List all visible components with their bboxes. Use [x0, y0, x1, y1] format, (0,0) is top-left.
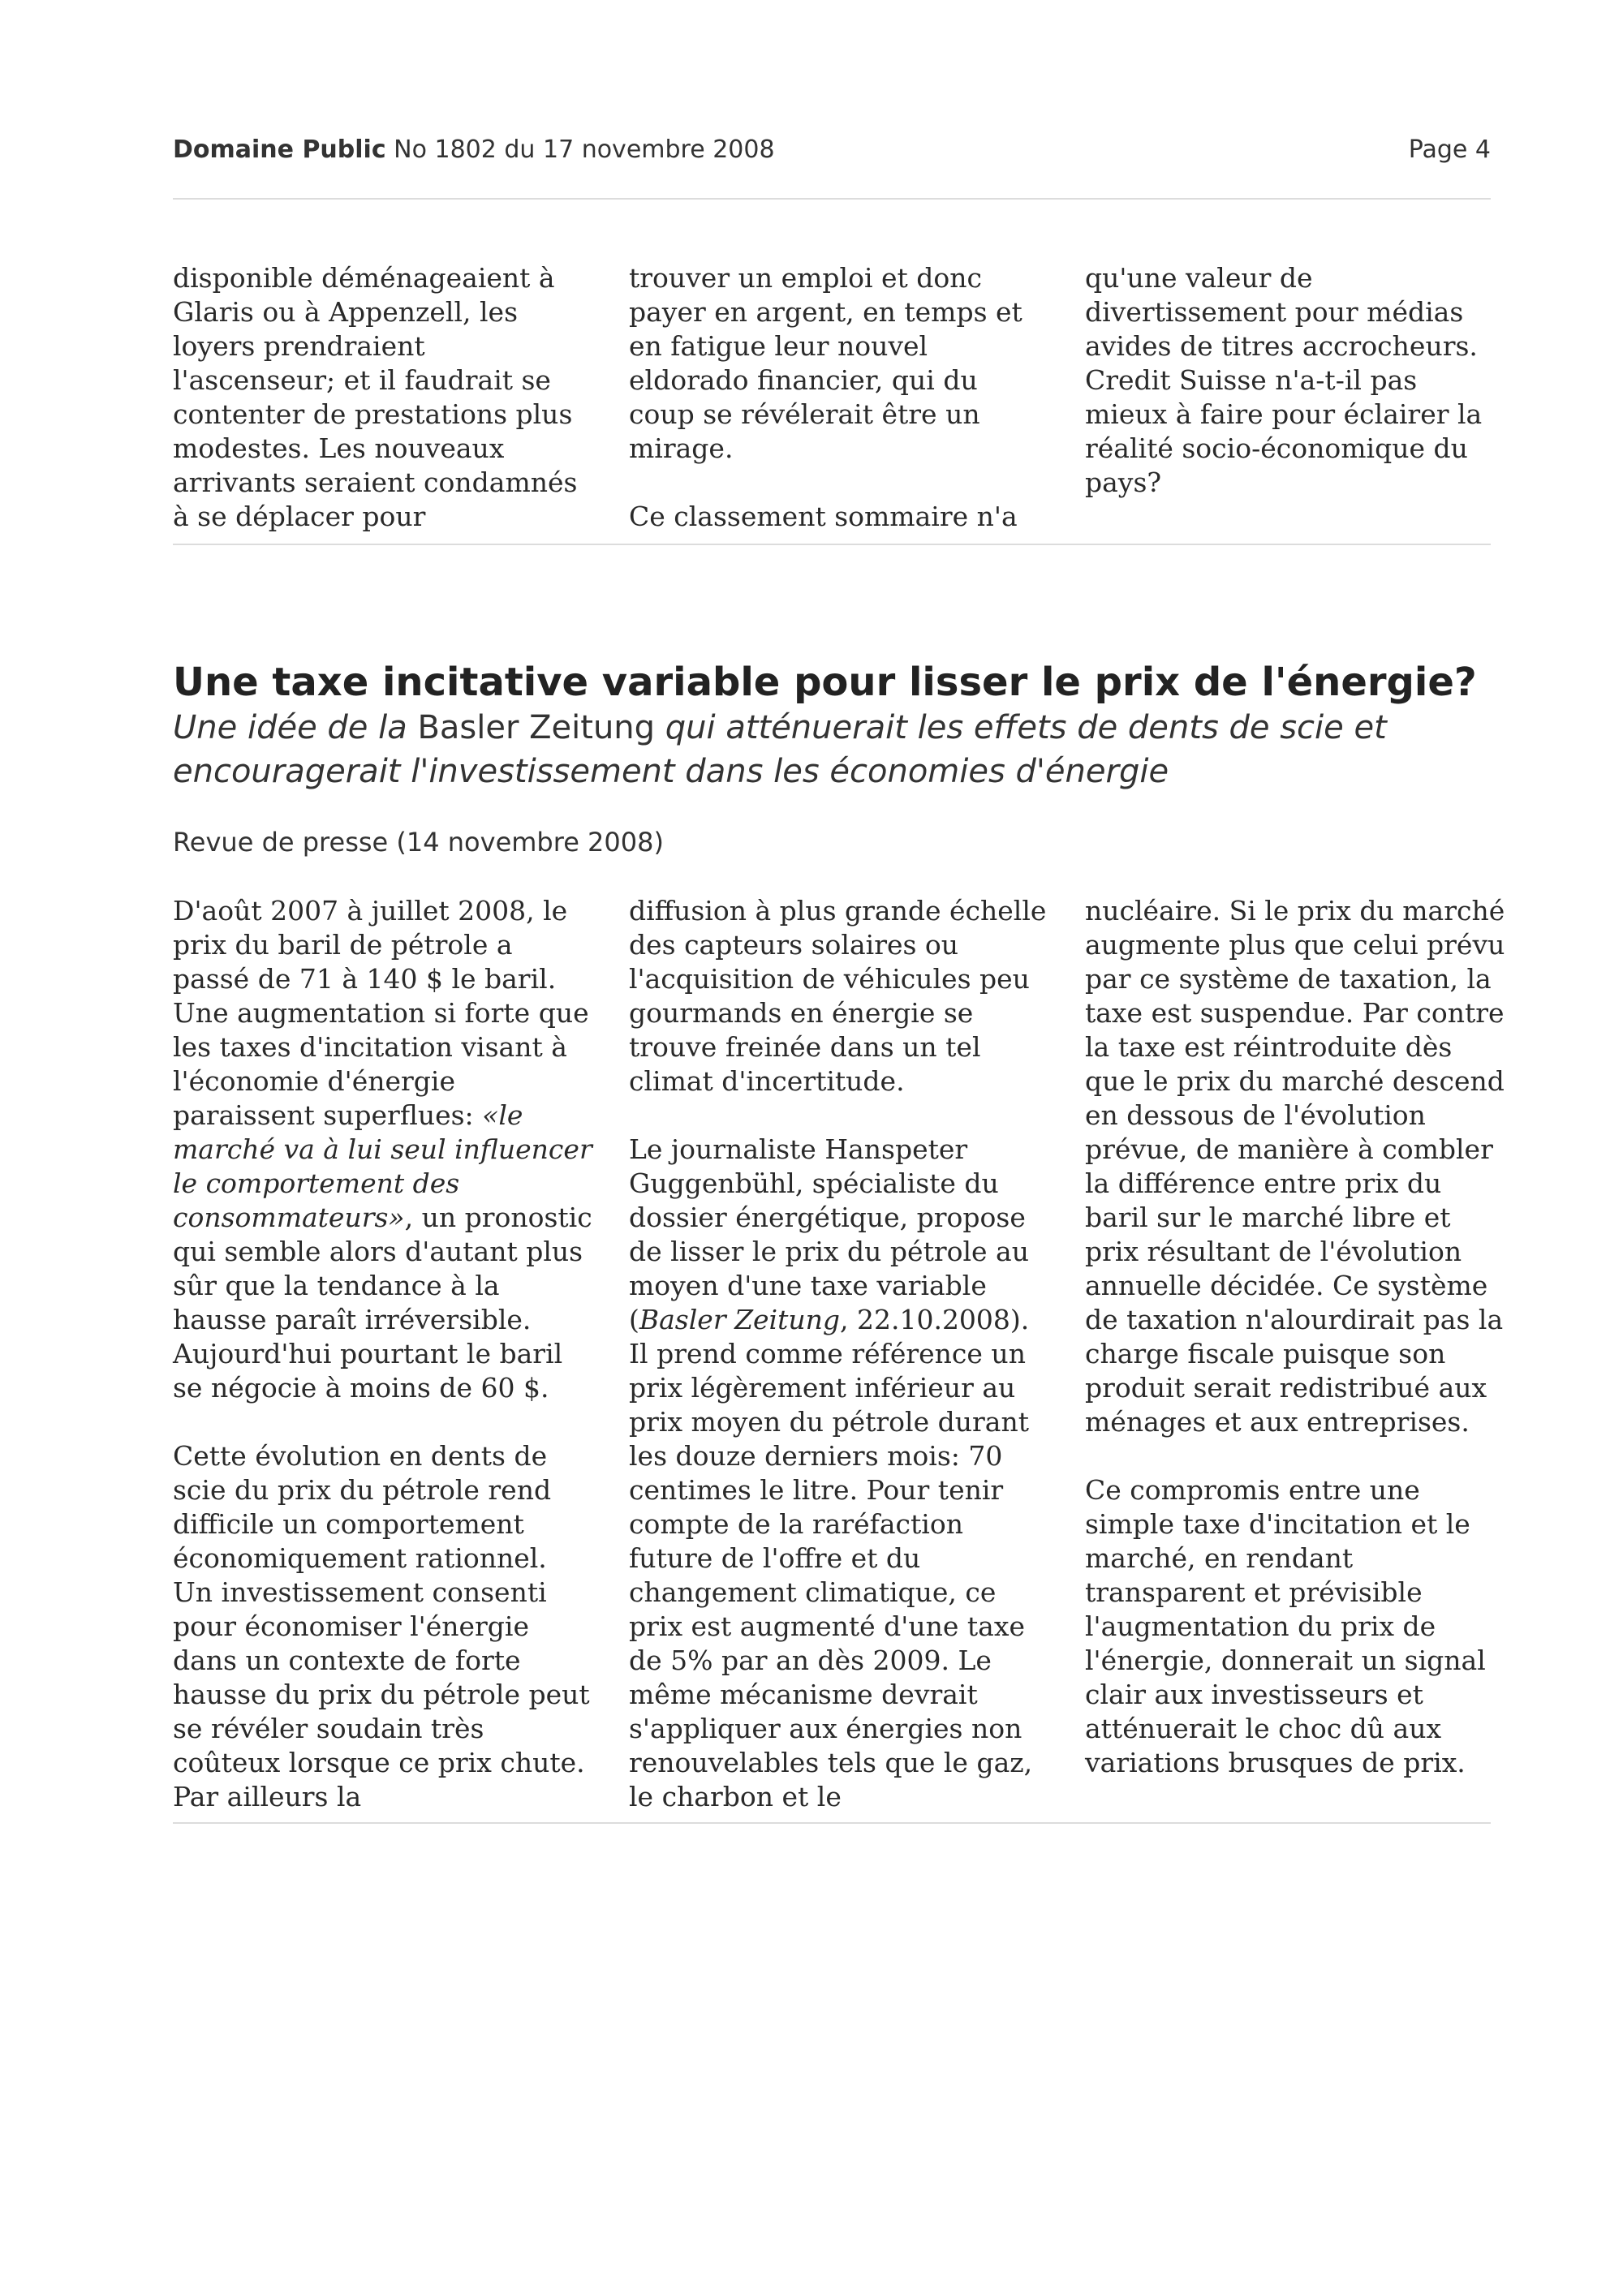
reference: Basler Zeitung — [639, 1304, 840, 1335]
paragraph — [629, 1133, 1051, 1814]
subtitle-part: Une idée de la — [173, 709, 407, 746]
article-column-1 — [173, 894, 595, 1814]
text-run: Le journaliste Hanspeter Guggenbühl, spécialiste du dossier énergétique, propose de lisser le prix du pétrole au moyen d'une taxe variable ( — [629, 1133, 1029, 1335]
continued-column-3 — [1085, 261, 1507, 500]
page-header — [173, 132, 1491, 173]
page-number: Page 4 — [1408, 135, 1491, 164]
article-divider — [173, 544, 1491, 545]
paragraph: diffusion à plus grande échelle des capteurs solaires ou l'acquisition de véhicules peu gourmands en énergie se trouve freinée dans un tel climat d'incertitude. — [629, 895, 1047, 1097]
paragraph: qu'une valeur de divertissement pour médias avides de titres accrocheurs. Credit Suisse n'a-t-il pas mieux à faire pour éclairer la réalité socio-économique du pays? — [1085, 262, 1483, 498]
text-run: , 22.10.2008). Il prend comme référence un prix légèrement inférieur au prix moyen du pétrole durant les douze derniers mois: 70 centimes le litre. Pour tenir compte de la raréfaction future de l'offre et du changement climatique, ce prix est augmenté d'une taxe de 5% par an dès 2009. Le même mécanisme devrait s'appliquer aux énergies non renouvelables tels que le gaz, le charbon et le — [629, 1304, 1033, 1812]
paragraph: trouver un emploi et donc payer en argent, en temps et en fatigue leur nouvel eldorado financier, qui du coup se révélerait être un mirage. — [629, 262, 1022, 464]
paragraph: nucléaire. Si le prix du marché augmente plus que celui prévu par ce système de taxation, la taxe est suspendue. Par contre la taxe est réintroduite dès que le prix du marché descend en dessous de l'évolution prévue, de manière à combler la différence entre prix du baril sur le marché libre et prix résultant de l'évolution annuelle décidée. Ce système de taxation n'alourdirait pas la charge fiscale puisque son produit serait redistribué aux ménages et aux entreprises. — [1085, 895, 1505, 1438]
publication-name: Domaine Public — [173, 135, 386, 164]
paragraph — [173, 894, 595, 1405]
paragraph: Ce compromis entre une simple taxe d'incitation et le marché, en rendant transparent et prévisible l'augmentation du prix de l'énergie, donnerait un signal clair aux investisseurs et atténuerait le choc dû aux variations brusques de prix. — [1085, 1474, 1486, 1778]
text-run: D'août 2007 à juillet 2008, le prix du baril de pétrole a passé de 71 à 140 $ le baril. Une augmentation si forte que les taxes d'incitation visant à l'économie d'énergie paraissent superflues: — [173, 895, 589, 1131]
article-column-3 — [1085, 894, 1507, 1780]
continued-column-1 — [173, 261, 595, 534]
article-title: Une taxe incitative variable pour lisser le prix de l'énergie? — [173, 660, 1477, 705]
continued-column-2 — [629, 261, 1051, 534]
paragraph: Ce classement sommaire n'a — [629, 501, 1018, 532]
article-column-2 — [629, 894, 1051, 1814]
article-source: Revue de presse (14 novembre 2008) — [173, 827, 664, 858]
issue-info: No 1802 du 17 novembre 2008 — [394, 135, 775, 164]
paragraph: disponible déménageaient à Glaris ou à Appenzell, les loyers prendraient l'ascenseur; et il faudrait se contenter de prestations plus modestes. Les nouveaux arrivants seraient condamnés à se déplacer pour — [173, 262, 578, 532]
footer-divider — [173, 1822, 1491, 1824]
text-run: , un pronostic qui semble alors d'autant plus sûr que la tendance à la hausse paraît irréversible. Aujourd'hui pourtant le baril se négocie à moins de 60 $. — [173, 1202, 592, 1404]
quote: «le marché va à lui seul influencer le comportement des consommateurs» — [173, 1099, 592, 1233]
header-divider — [173, 198, 1491, 200]
paragraph: Cette évolution en dents de scie du prix du pétrole rend difficile un comportement économiquement rationnel. Un investissement consenti pour économiser l'énergie dans un contexte de forte hausse du prix du pétrole peut se révéler soudain très coûteux lorsque ce prix chute. Par ailleurs la — [173, 1440, 590, 1812]
subtitle-part: qui atténuerait les effets de dents de scie et encouragerait l'investissement dans les économies d'énergie — [173, 709, 1387, 790]
subtitle-newspaper: Basler Zeitung — [417, 709, 656, 746]
article-subtitle — [173, 706, 1512, 793]
